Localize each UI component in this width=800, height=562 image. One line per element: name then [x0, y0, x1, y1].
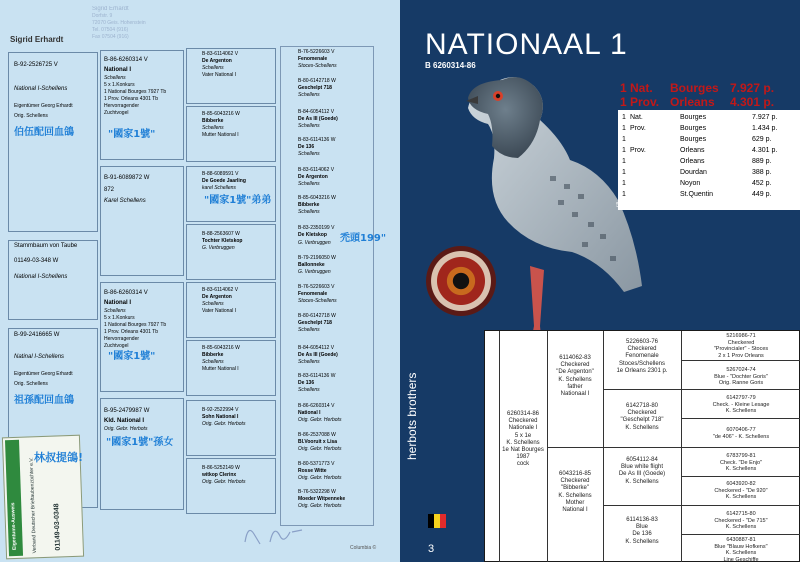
- ped-gen4: 6142797-79 Check. - Kleine Lesage K. Schellens: [712, 395, 770, 415]
- ped-gen3: 6114136-83 Blue De 136 K. Schellens: [625, 517, 659, 545]
- mother-ring: B-99-2416665 W: [14, 332, 60, 338]
- ped-father: 6114062-83 Checkered "De Argenton" K. Schellens father Nationaal I: [556, 355, 594, 397]
- ped-gen4: 6070406-77 "de 406" - K. Schellens: [712, 427, 770, 440]
- brochure-ring: B 6260314-86: [425, 61, 476, 70]
- ff-chinese-note: "國家1號": [108, 129, 156, 140]
- mother-note: Natinal I-Schellens: [14, 354, 65, 360]
- signature-caption: Columbia ©: [350, 545, 377, 551]
- brochure-title: NATIONAAL 1: [425, 28, 628, 61]
- ped-mother: 6043216-85 Checkered "Bibberke" K. Schellens Mother National I: [558, 471, 592, 513]
- father-box: [8, 52, 98, 232]
- brochure-pedigree-table: [484, 330, 800, 562]
- card-title: Eigentums-Ausweis: [10, 502, 18, 551]
- gen4-chinese-note: 禿頭199": [340, 233, 387, 244]
- father-note: National I-Schellens: [14, 86, 68, 92]
- ped-gen4: 6430887-81 Blue "Blauw Hofkens" K. Schellens Line Geschiffe: [714, 537, 768, 562]
- ped-gen4: 5267024-74 Blue - "Dochter Goris" Orig. Ranne Goris: [714, 367, 768, 387]
- mm-box: [100, 398, 184, 510]
- brand-side-text: herbots brothers: [405, 372, 419, 460]
- ped-subject: 6260314-86 Checkered Nationale I 5 x 1e K. Schellens 1e Nat Bourges 1987 cock: [502, 411, 544, 468]
- signature-mark: [240, 520, 310, 550]
- father-owner: Eigentümer Georg Erhardt: [14, 103, 73, 109]
- ped-gen3: 5226603-76 Checkered Fenomenale Stoces/Schellens 1e Orleans 2301 p.: [616, 339, 668, 374]
- mother-chinese-note: 祖孫配回血鴿: [14, 395, 74, 406]
- belgium-flag: [428, 514, 446, 528]
- card-org: Verband Deutscher Brieftaubenzüchter e.V.: [28, 457, 38, 554]
- gen3-chinese-note: "國家1號"弟弟: [204, 195, 272, 206]
- mother-owner: Eigentümer Georg Erhardt: [14, 371, 73, 377]
- subject-box: [8, 240, 98, 320]
- ped-gen4: 6043920-82 Checkered - "De 920" K. Schellens: [714, 481, 768, 501]
- page-number: 3: [428, 543, 435, 555]
- fm-box: [100, 166, 184, 276]
- ped-gen4: 6142715-80 Checkered - "De 715" K. Schellens: [714, 511, 768, 531]
- ped-gen3: 6142718-80 Checkered "Geschelpt 718" K. Schellens: [620, 403, 664, 431]
- ped-gen4: 6783799-81 Check. "De Enjo" K. Schellens: [719, 453, 763, 473]
- father-orig: Orig. Schellens: [14, 113, 48, 119]
- subject-label: Stammbaum von Taube: [14, 243, 78, 249]
- ped-gen3: 6054112-84 Blue white flight De As III (Goede) K. Schellens: [618, 457, 666, 485]
- pedigree-sheet: Sigrid Erhardt Sigrid Erhardt Dorfstr. 9 72070 Geis. Hohenstein Tel. 07504 (916) Fax 07504 (916) Stammbaum von Taube 01149-03-348 W National I-Schellens B-92-2526725 V National I-Schellens Eigentümer Georg Erhardt Orig. Schellens 伯伍配回血鴿 B-99-2416665 W Natinal I-Schellens Eigentümer Georg Erhardt Orig. Schellens 祖孫配回血鴿 B-86-6260314 V National I Schellens 5 x 1.Konkurs 1 National Bourges 7927 Tb 1 Prov. Orleans 4301 Tb Hervorragender Zuchtvogel "國家1號" B-91-6089872 W 872 Karel Schellens B-86-6260314 V National I Schellens 5 x 1.Konkurs 1 National Bourges 7927 Tb 1 Prov. Orleans 4301 Tb Hervorragender Zuchtvogel "國家1號" B-95-2479987 W Kld. National I Orig. Gebr. Herbots "國家1號"孫女 B-83-6114062 V De Argenton Schellens Vater National I B-85-6043216 W Bibberke Schellens Mutter National I B-88-6089591 V De Goede Jaarling karel Schellens "國家1號"弟弟 B-88-2563607 W Tochter Kletskop G. Verbruggen B-83-6114062 V De Argenton Schellens Vater National I B-85-6043216 W Bibberke Schellens Mutter National I B-92-2522994 V Sohn National I Orig. Gebr. Herbots B-86-5252149 W witkop Clerinx Orig. Gebr. Herbots B-76-5226603 V Fenomenale Stoces-Schellens B-80-6142718 W Geschelpt 718 Schellens B-84-6054112 V De As III (Goede) Schellens B-83-6114136 W De 136 Schellens B-83-6114062 V De Argenton Schellens B-85-6043216 W Bibberke Schellens B-83-2350199 V De Kletskop G. Verbruggen 禿頭199" B-79-2196050 W Ballonneke G. Verbruggen B-76-5226603 V Fenomenale Stoces-Schellens B-80-6142718 W Geschelpt 718 Schellens B-84-6054112 V De As III (Goede) Schellens B-83-6114136 W De 136 Schellens B-86-6260314 V National I Orig. Gebr. Herbots B-86-2537088 W Bl.Vooruit x Lisa Orig. Gebr. Herbots B-80-5371773 V Rosse Witte Orig. Gebr. Herbots B-76-5322298 W Moeder Witpenneke Orig. Gebr. Herbots Eigentums-Ausweis Verband Deutscher Brieftaubenzüchter e.V. 01149-03-0348 林叔提鴿! Columbia ©: [0, 0, 400, 562]
- eye-closeup: [426, 246, 496, 316]
- father-ring: B-92-2526725 V: [14, 62, 58, 68]
- mm-chinese-note: "國家1號"孫女: [106, 437, 174, 448]
- owner-stamp: Sigrid Erhardt Dorfstr. 9 72070 Geis. Hohenstein Tel. 07504 (916) Fax 07504 (916): [92, 6, 146, 40]
- owner-name: Sigrid Erhardt: [10, 35, 64, 44]
- mf-chinese-note: "國家1號": [108, 351, 156, 362]
- mother-orig: Orig. Schellens: [14, 381, 48, 387]
- card-chinese-note: 林叔提鴿!: [34, 451, 84, 464]
- subject-ring: 01149-03-348 W: [14, 258, 59, 264]
- brochure-page: NATIONAAL 1 B 6260314-86 1 Nat. Bourges 7.927 p. 1 Prov. Orleans 4.301 p. 1 Nat. Bourges 7.927 p. 1 Prov. Bourges 1.434 p. 1 Bourges 629 p. 1 Prov. Orleans 4.301 p. 1 Orleans 889 p. 1 Dourdan 388 p. 1 Noyon 452 p. 1 St.Quentin 449 p. 55 Nat. Bourges 29.297 p. herbots brothers 3: [400, 0, 800, 562]
- card-number: 01149-03-0348: [53, 503, 62, 551]
- subject-note: National I-Schellens: [14, 274, 68, 280]
- father-chinese-note: 伯伍配回血鴿: [14, 127, 74, 138]
- ped-gen4: 5216986-71 Checkered "Provincialer" - Stoces 2 x 1 Prov Orleans: [713, 333, 769, 359]
